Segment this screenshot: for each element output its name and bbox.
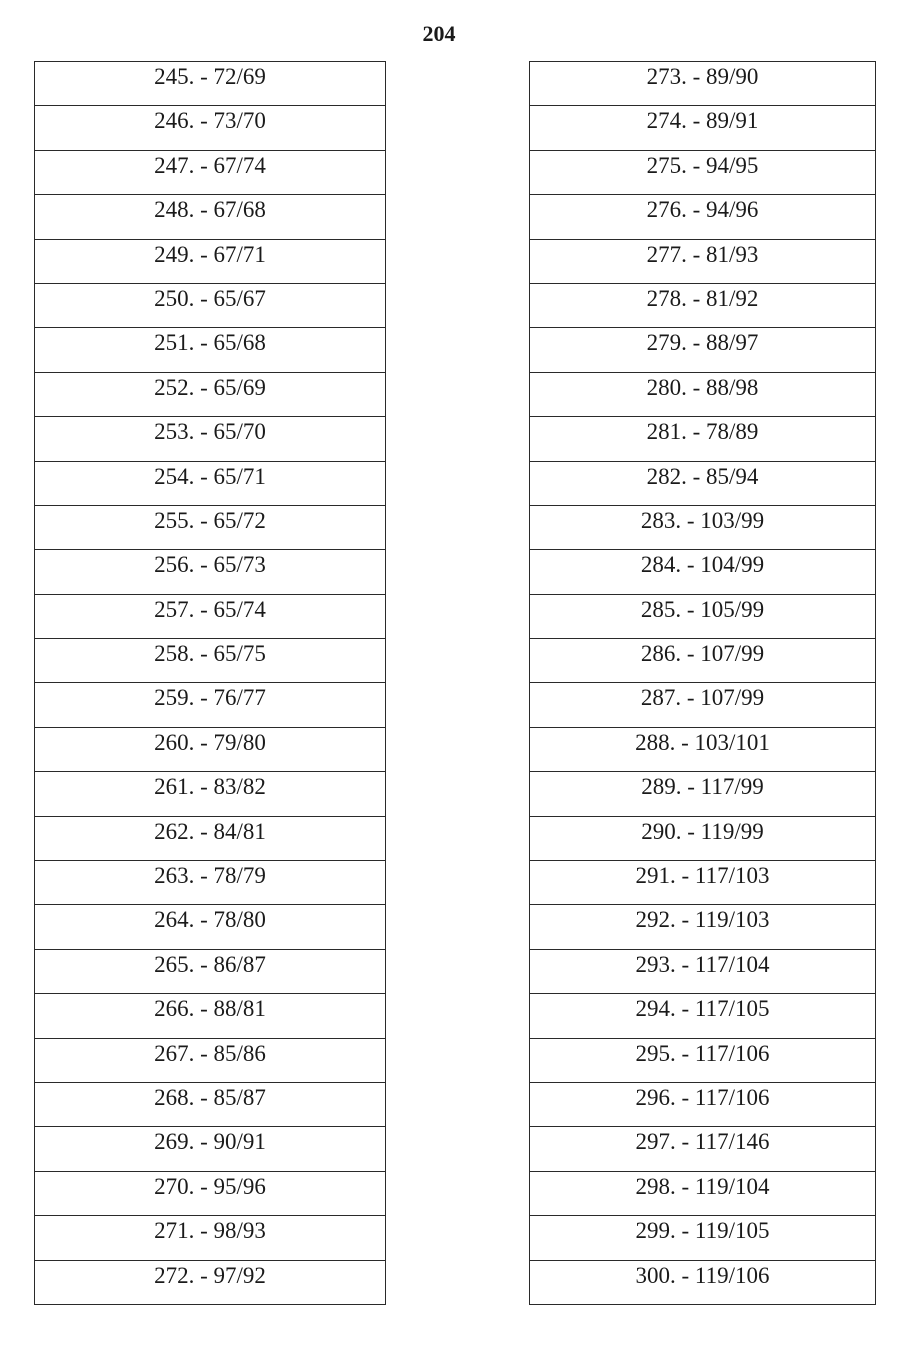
table-row (35, 994, 386, 1038)
answer-entry: 272. - 97/92 (35, 1260, 386, 1304)
answer-entry: 252. - 65/69 (35, 372, 386, 416)
answer-entry: 288. - 103/101 (530, 727, 876, 771)
table-row (35, 150, 386, 194)
answer-entry: 254. - 65/71 (35, 461, 386, 505)
table-row (35, 905, 386, 949)
table-row (530, 417, 876, 461)
answer-entry: 298. - 119/104 (530, 1171, 876, 1215)
table-row (35, 239, 386, 283)
answer-entry: 296. - 117/106 (530, 1082, 876, 1126)
answer-entry: 283. - 103/99 (530, 505, 876, 549)
answer-entry: 251. - 65/68 (35, 328, 386, 372)
table-row (35, 594, 386, 638)
table-row (35, 949, 386, 993)
answer-table-right (529, 61, 876, 1305)
answer-entry: 259. - 76/77 (35, 683, 386, 727)
answer-entry: 258. - 65/75 (35, 639, 386, 683)
table-row (35, 505, 386, 549)
table-row (35, 417, 386, 461)
table-row (530, 1127, 876, 1171)
answer-entry: 275. - 94/95 (530, 150, 876, 194)
table-row (530, 550, 876, 594)
answer-entry: 300. - 119/106 (530, 1260, 876, 1304)
table-row (530, 239, 876, 283)
answer-entry: 263. - 78/79 (35, 861, 386, 905)
table-row (530, 195, 876, 239)
table-row (35, 328, 386, 372)
answer-entry: 276. - 94/96 (530, 195, 876, 239)
table-row (530, 283, 876, 327)
table-row (35, 461, 386, 505)
table-row (530, 1216, 876, 1260)
answer-entry: 260. - 79/80 (35, 727, 386, 771)
table-row (35, 772, 386, 816)
answer-entry: 267. - 85/86 (35, 1038, 386, 1082)
answer-entry: 270. - 95/96 (35, 1171, 386, 1215)
table-row (35, 816, 386, 860)
table-row (530, 949, 876, 993)
table-row (35, 1260, 386, 1304)
table-row (530, 1260, 876, 1304)
table-row (35, 861, 386, 905)
page-number: 204 (422, 21, 456, 46)
answer-entry: 249. - 67/71 (35, 239, 386, 283)
answer-entry: 277. - 81/93 (530, 239, 876, 283)
answer-entry: 265. - 86/87 (35, 949, 386, 993)
table-row (530, 372, 876, 416)
answer-entry: 255. - 65/72 (35, 505, 386, 549)
table-row (530, 461, 876, 505)
answer-entry: 247. - 67/74 (35, 150, 386, 194)
answer-entry: 297. - 117/146 (530, 1127, 876, 1171)
answer-entry: 253. - 65/70 (35, 417, 386, 461)
table-row (530, 772, 876, 816)
table-row (530, 861, 876, 905)
table-row (35, 372, 386, 416)
table-row (35, 727, 386, 771)
answer-entry: 295. - 117/106 (530, 1038, 876, 1082)
answer-entry: 287. - 107/99 (530, 683, 876, 727)
table-row (35, 1082, 386, 1126)
table-row (530, 816, 876, 860)
table-row (530, 994, 876, 1038)
answer-entry: 248. - 67/68 (35, 195, 386, 239)
table-row (530, 639, 876, 683)
table-row (530, 1082, 876, 1126)
answer-entry: 293. - 117/104 (530, 949, 876, 993)
answer-entry: 246. - 73/70 (35, 106, 386, 150)
answer-entry: 292. - 119/103 (530, 905, 876, 949)
table-row (35, 1038, 386, 1082)
table-row (530, 62, 876, 106)
table-row (35, 550, 386, 594)
table-row (35, 195, 386, 239)
answer-entry: 262. - 84/81 (35, 816, 386, 860)
table-row (35, 1127, 386, 1171)
table-row (35, 1171, 386, 1215)
table-row (530, 328, 876, 372)
table-row (530, 150, 876, 194)
answer-entry: 271. - 98/93 (35, 1216, 386, 1260)
table-row (35, 639, 386, 683)
answer-entry: 279. - 88/97 (530, 328, 876, 372)
table-row (530, 683, 876, 727)
answer-entry: 299. - 119/105 (530, 1216, 876, 1260)
table-row (35, 283, 386, 327)
table-row (530, 1171, 876, 1215)
answer-entry: 294. - 117/105 (530, 994, 876, 1038)
answer-entry: 256. - 65/73 (35, 550, 386, 594)
answer-entry: 274. - 89/91 (530, 106, 876, 150)
table-row (530, 905, 876, 949)
answer-entry: 250. - 65/67 (35, 283, 386, 327)
answer-entry: 266. - 88/81 (35, 994, 386, 1038)
answer-entry: 281. - 78/89 (530, 417, 876, 461)
answer-entry: 280. - 88/98 (530, 372, 876, 416)
answer-entry: 264. - 78/80 (35, 905, 386, 949)
answer-entry: 273. - 89/90 (530, 62, 876, 106)
answer-entry: 285. - 105/99 (530, 594, 876, 638)
table-row (35, 62, 386, 106)
answer-entry: 268. - 85/87 (35, 1082, 386, 1126)
table-row (530, 505, 876, 549)
table-row (35, 106, 386, 150)
answer-entry: 257. - 65/74 (35, 594, 386, 638)
table-row (35, 1216, 386, 1260)
table-row (530, 106, 876, 150)
table-row (35, 683, 386, 727)
answer-entry: 261. - 83/82 (35, 772, 386, 816)
table-row (530, 594, 876, 638)
answer-entry: 278. - 81/92 (530, 283, 876, 327)
answer-entry: 291. - 117/103 (530, 861, 876, 905)
answer-entry: 245. - 72/69 (35, 62, 386, 106)
answer-entry: 269. - 90/91 (35, 1127, 386, 1171)
table-row (530, 727, 876, 771)
answer-table-left (34, 61, 386, 1305)
answer-entry: 290. - 119/99 (530, 816, 876, 860)
answer-entry: 286. - 107/99 (530, 639, 876, 683)
answer-entry: 282. - 85/94 (530, 461, 876, 505)
answer-entry: 289. - 117/99 (530, 772, 876, 816)
answer-entry: 284. - 104/99 (530, 550, 876, 594)
table-row (530, 1038, 876, 1082)
